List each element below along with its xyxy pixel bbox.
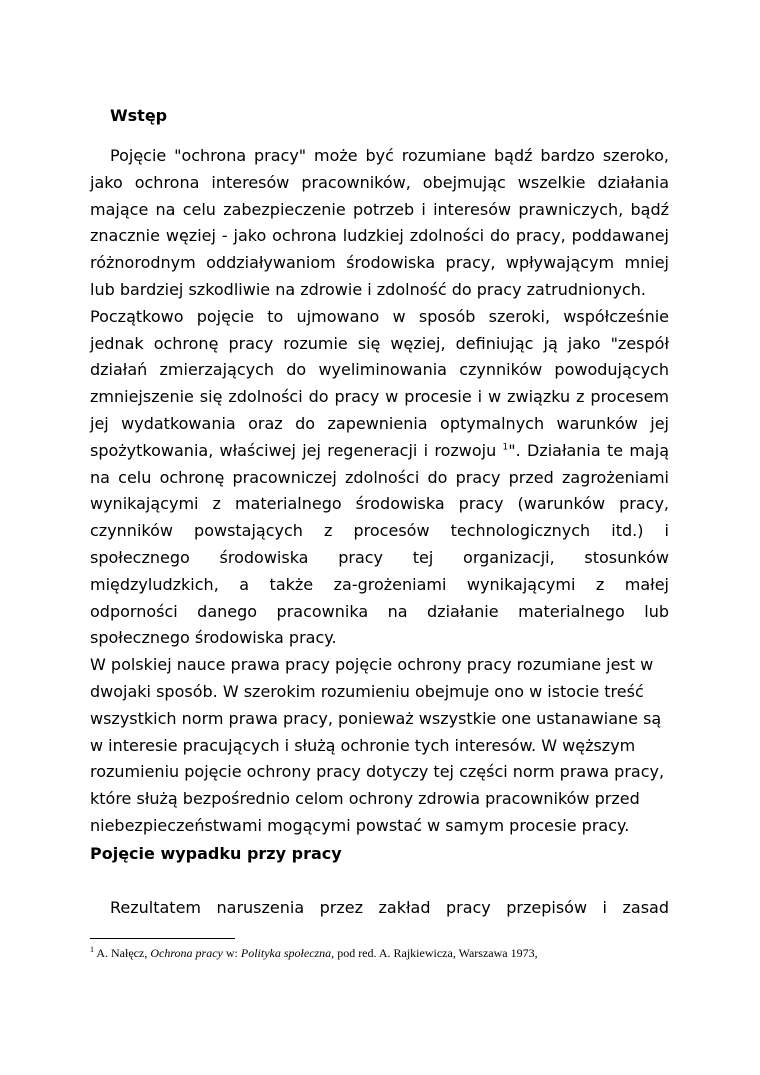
- section-heading-accident: Pojęcie wypadku przy pracy: [90, 844, 342, 863]
- paragraph-2-text-b: ". Działania te mają na celu ochronę pracowniczej zdolności do pracy przed zagrożeniami wynikającymi z materialnego środowiska pracy (warunków pracy, czynników powstających z procesów technologicznych itd.) i społecznego środowiska pracy tej organizacji, stosunków międzyludzkich, a także za-grożeniami wynikającymi z małej odporności danego pracownika na działanie materialnego lub społecznego środowiska pracy.: [90, 440, 669, 648]
- paragraph-2-text-a: Początkowo pojęcie to ujmowano w sposób szeroki, współcześnie jednak ochronę pracy rozumie się węziej, definiując ją jako "zespół działań zmierzających do wyeliminowania czynników powodujących zmniejszenie się zdolności do pracy w procesie i w związku z procesem jej wydatkowania oraz do zapewnienia optymalnych warunków jej spożytkowania, właściwej jej regeneracji i rozwoju: [90, 306, 669, 460]
- body-text: [90, 143, 669, 840]
- footnote: [90, 945, 690, 961]
- paragraph-4: [90, 895, 669, 921]
- footnote-rest: pod red. A. Rajkiewicza, Warszawa 1973,: [337, 946, 538, 960]
- footnote-separator: [90, 938, 235, 939]
- footnote-title: Ochrona pracy: [150, 946, 223, 960]
- section-heading-introduction: Wstęp: [110, 106, 168, 125]
- footnote-source: Polityka społeczna,: [240, 946, 335, 960]
- paragraph-4-text: Rezultatem naruszenia przez zakład pracy przepisów i zasad: [110, 898, 669, 917]
- footnote-in: w:: [225, 946, 238, 960]
- paragraph-2: [90, 304, 669, 652]
- paragraph-1: Pojęcie "ochrona pracy" może być rozumiane bądź bardzo szeroko, jako ochrona interesów pracowników, obejmując wszelkie działania mające na celu zabezpieczenie potrzeb i interesów prawniczych, bądź znacznie węziej - jako ochrona ludzkiej zdolności do pracy, poddawanej różnorodnym oddziaływaniom środowiska pracy, wpływającym mniej lub bardziej szkodliwie na zdrowie i zdolność do pracy zatrudnionych.: [90, 146, 669, 299]
- footnote-author: A. Nałęcz,: [96, 946, 148, 960]
- paragraph-3: W polskiej nauce prawa pracy pojęcie ochrony pracy rozumiane jest w dwojaki sposób. W szerokim rozumieniu obejmuje ono w istocie treść wszystkich norm prawa pracy, ponieważ wszystkie one ustanawiane są w interesie pracujących i służą ochronie tych interesów. W węższym rozumieniu pojęcie ochrony pracy dotyczy tej części norm prawa pracy, które służą bezpośrednio celom ochrony zdrowia pracowników przed niebezpieczeństwami mogącymi powstać w samym procesie pracy.: [90, 655, 665, 835]
- footnote-number: 1: [90, 945, 94, 954]
- footnote-reference[interactable]: 1: [502, 442, 509, 453]
